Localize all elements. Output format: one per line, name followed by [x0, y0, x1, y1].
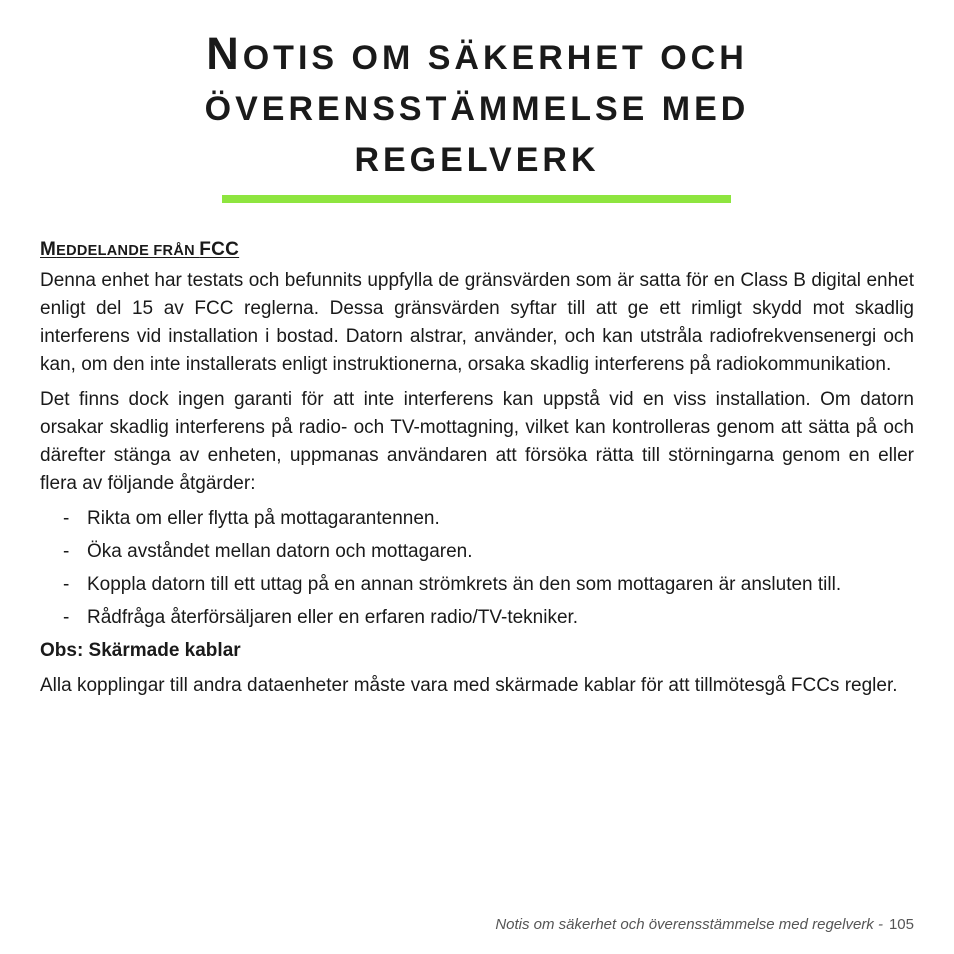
page-number: 105	[888, 916, 914, 933]
list-item-text: Rådfråga återförsäljaren eller en erfaren radio/TV-tekniker.	[87, 607, 579, 628]
title-accent-bar	[222, 195, 731, 203]
bullet-dash: -	[63, 607, 70, 628]
list-item-text: Öka avståndet mellan datorn och mottagaren.	[87, 541, 473, 562]
list-item	[40, 571, 914, 599]
section-heading-text: EDDELANDE FRÅN	[56, 243, 200, 259]
list-item-text: Koppla datorn till ett uttag på en annan strömkrets än den som mottagaren är ansluten till.	[87, 574, 842, 595]
main-content	[40, 236, 914, 707]
title-line-1-text: OTIS OM SÄKERHET OCH	[242, 39, 748, 77]
bullet-list	[40, 505, 914, 632]
paragraph-1: Denna enhet har testats och befunnits uppfylla de gränsvärden som är satta för en Class B digital enhet enligt del 15 av FCC reglerna. Dessa gränsvärden syftar till att ge ett rimligt skydd mot skadlig interferens vid installation i bostad. Datorn alstrar, använder, och kan utstråla radiofrekvensenergi och kan, om den inte installerats enligt instruktionerna, orsaka skadlig interferens på radiokommunikation.	[40, 270, 914, 375]
title-line-1	[40, 28, 914, 84]
bullet-dash: -	[63, 541, 70, 562]
title-initial: N	[206, 28, 243, 79]
subheading-shielded-cables: Obs: Skärmade kablar	[40, 640, 241, 661]
section-heading	[40, 236, 914, 265]
list-item-text: Rikta om eller flytta på mottagarantennen.	[87, 508, 440, 529]
section-heading-fcc: FCC	[199, 239, 240, 260]
list-item	[40, 538, 914, 566]
bullet-dash: -	[63, 574, 70, 595]
page-title	[40, 28, 914, 186]
list-item	[40, 604, 914, 632]
page-footer	[495, 916, 914, 933]
paragraph-2: Det finns dock ingen garanti för att inte interferens kan uppstå vid en viss installation. Om datorn orsakar skadlig interferens på radio- och TV-mottagning, vilket kan kontrolleras genom att sätta på och därefter stänga av enheten, uppmanas användaren att försöka rätta till störningarna genom en eller flera av följande åtgärder:	[40, 389, 914, 494]
footer-text: Notis om säkerhet och överensstämmelse med regelverk -	[495, 916, 883, 933]
section-heading-initial: M	[40, 239, 57, 260]
bullet-dash: -	[63, 508, 70, 529]
title-line-3: REGELVERK	[354, 141, 600, 179]
title-line-2: ÖVERENSSTÄMMELSE MED	[204, 90, 750, 128]
paragraph-3: Alla kopplingar till andra dataenheter måste vara med skärmade kablar för att tillmötesgå FCCs regler.	[40, 675, 898, 696]
list-item	[40, 505, 914, 533]
